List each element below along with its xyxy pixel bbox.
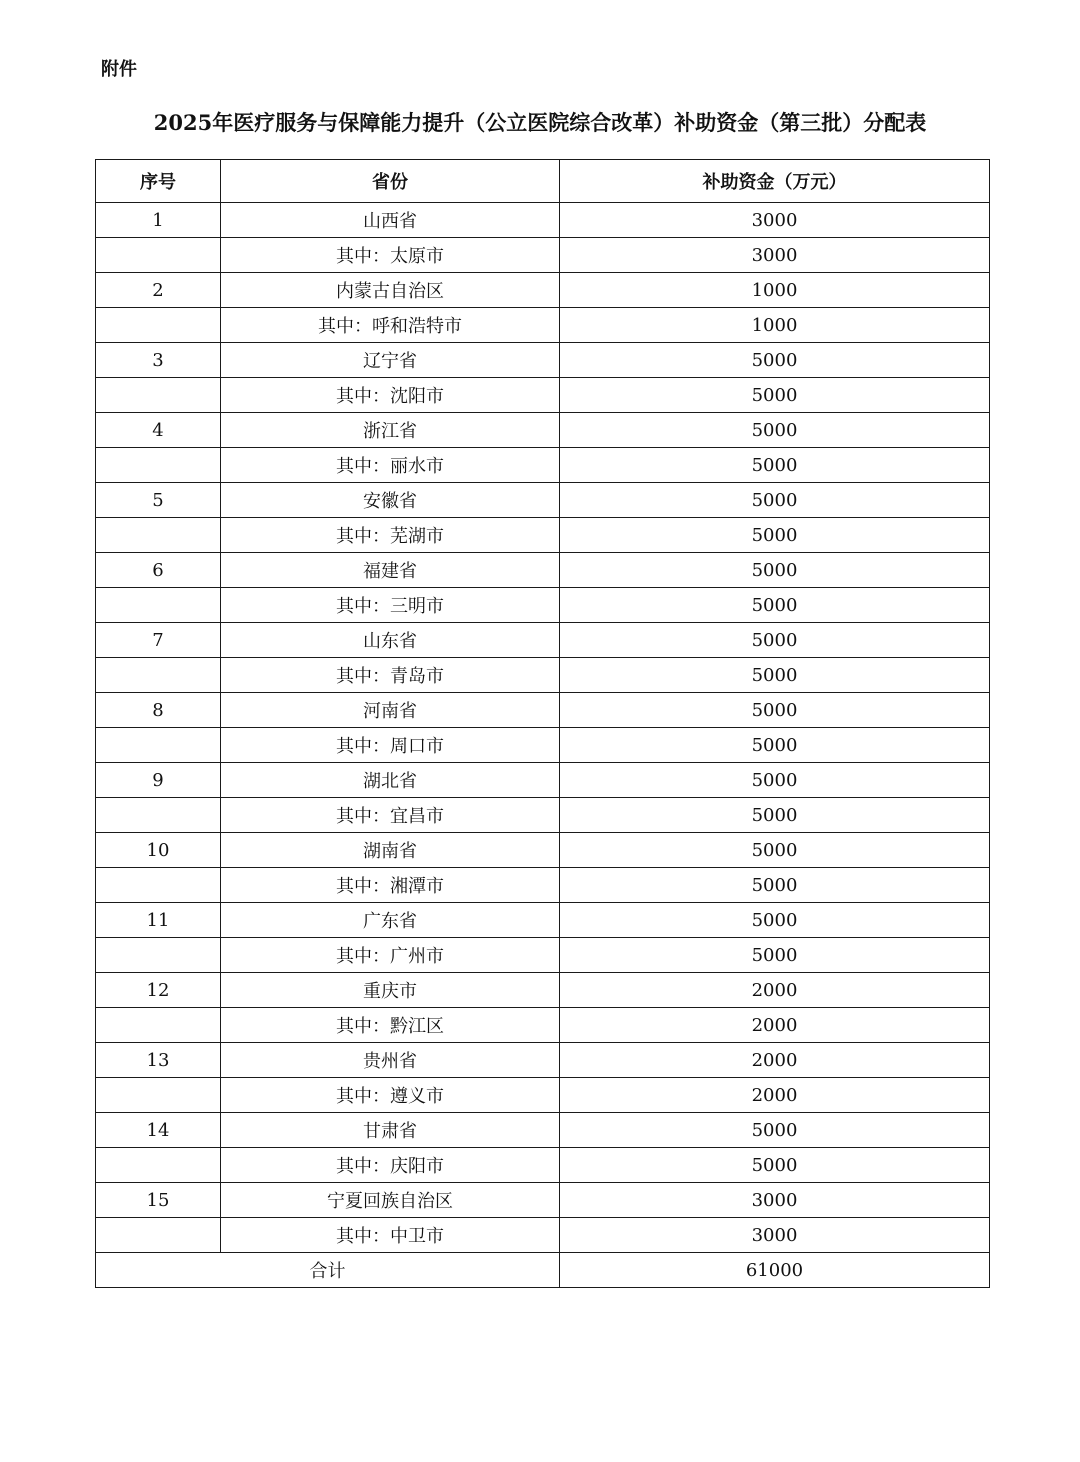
cell-serial-number [96,308,221,343]
cell-amount: 5000 [560,798,990,833]
cell-amount: 2000 [560,1008,990,1043]
cell-amount: 5000 [560,763,990,798]
cell-serial-number: 8 [96,693,221,728]
cell-serial-number: 10 [96,833,221,868]
cell-serial-number [96,658,221,693]
cell-amount: 5000 [560,903,990,938]
cell-region: 河南省 [221,693,560,728]
table-row [96,1008,990,1043]
table-row [96,728,990,763]
total-amount: 61000 [560,1253,990,1288]
table-row [96,238,990,273]
cell-region: 浙江省 [221,413,560,448]
cell-region: 山西省 [221,203,560,238]
header-row [96,160,990,203]
cell-region: 山东省 [221,623,560,658]
cell-serial-number: 9 [96,763,221,798]
cell-region: 贵州省 [221,1043,560,1078]
cell-amount: 3000 [560,1218,990,1253]
table-row [96,868,990,903]
table-row [96,1113,990,1148]
table-row [96,588,990,623]
cell-amount: 1000 [560,308,990,343]
cell-region: 其中：沈阳市 [221,378,560,413]
header-subsidy-amount: 补助资金（万元） [560,160,990,203]
cell-serial-number: 15 [96,1183,221,1218]
cell-serial-number: 5 [96,483,221,518]
cell-amount: 3000 [560,203,990,238]
cell-region: 其中：遵义市 [221,1078,560,1113]
cell-amount: 5000 [560,938,990,973]
cell-serial-number [96,448,221,483]
cell-serial-number [96,798,221,833]
table-row [96,378,990,413]
cell-serial-number [96,588,221,623]
cell-serial-number: 11 [96,903,221,938]
cell-region: 其中：三明市 [221,588,560,623]
table-row [96,903,990,938]
table-row [96,1148,990,1183]
cell-region: 其中：丽水市 [221,448,560,483]
cell-amount: 5000 [560,483,990,518]
cell-serial-number [96,1078,221,1113]
cell-amount: 1000 [560,273,990,308]
cell-amount: 5000 [560,658,990,693]
table-row [96,623,990,658]
cell-serial-number: 2 [96,273,221,308]
cell-serial-number [96,728,221,763]
cell-region: 湖北省 [221,763,560,798]
cell-region: 其中：太原市 [221,238,560,273]
table-header [96,160,990,203]
attachment-label: 附件 [101,59,137,80]
table-row [96,658,990,693]
table-row [96,203,990,238]
cell-amount: 5000 [560,378,990,413]
table-row [96,1183,990,1218]
table-row [96,763,990,798]
cell-region: 其中：青岛市 [221,658,560,693]
cell-region: 重庆市 [221,973,560,1008]
cell-serial-number: 13 [96,1043,221,1078]
cell-region: 内蒙古自治区 [221,273,560,308]
cell-serial-number: 6 [96,553,221,588]
cell-region: 其中：周口市 [221,728,560,763]
cell-amount: 5000 [560,343,990,378]
table-row [96,798,990,833]
cell-amount: 5000 [560,413,990,448]
cell-amount: 5000 [560,693,990,728]
cell-region: 其中：广州市 [221,938,560,973]
cell-serial-number: 7 [96,623,221,658]
cell-region: 其中：湘潭市 [221,868,560,903]
table-row [96,1043,990,1078]
table-row [96,693,990,728]
cell-amount: 2000 [560,973,990,1008]
cell-region: 辽宁省 [221,343,560,378]
cell-amount: 3000 [560,1183,990,1218]
cell-amount: 5000 [560,868,990,903]
cell-serial-number: 4 [96,413,221,448]
cell-region: 福建省 [221,553,560,588]
cell-serial-number [96,1218,221,1253]
table-row [96,1078,990,1113]
table-row [96,1218,990,1253]
cell-region: 其中：黔江区 [221,1008,560,1043]
cell-amount: 5000 [560,588,990,623]
page-title: 2025年医疗服务与保障能力提升（公立医院综合改革）补助资金（第三批）分配表 [153,110,927,135]
table-row [96,973,990,1008]
cell-serial-number: 14 [96,1113,221,1148]
table-row [96,483,990,518]
cell-amount: 5000 [560,553,990,588]
table-row [96,308,990,343]
cell-amount: 5000 [560,1113,990,1148]
cell-serial-number: 12 [96,973,221,1008]
cell-amount: 2000 [560,1043,990,1078]
cell-serial-number [96,1008,221,1043]
table-body [96,203,990,1288]
cell-serial-number [96,938,221,973]
header-serial-number: 序号 [96,160,221,203]
cell-region: 宁夏回族自治区 [221,1183,560,1218]
cell-region: 甘肃省 [221,1113,560,1148]
cell-amount: 5000 [560,728,990,763]
cell-amount: 5000 [560,518,990,553]
cell-region: 广东省 [221,903,560,938]
cell-serial-number [96,1148,221,1183]
cell-serial-number [96,868,221,903]
table-row [96,273,990,308]
total-row [96,1253,990,1288]
cell-region: 其中：宜昌市 [221,798,560,833]
cell-amount: 3000 [560,238,990,273]
header-province: 省份 [221,160,560,203]
cell-serial-number [96,378,221,413]
cell-amount: 2000 [560,1078,990,1113]
table-row [96,413,990,448]
table-row [96,518,990,553]
cell-amount: 5000 [560,833,990,868]
table-row [96,553,990,588]
cell-amount: 5000 [560,623,990,658]
cell-amount: 5000 [560,448,990,483]
cell-region: 其中：中卫市 [221,1218,560,1253]
cell-region: 其中：芜湖市 [221,518,560,553]
cell-serial-number [96,518,221,553]
allocation-table [95,159,990,1288]
table-row [96,448,990,483]
table-row [96,938,990,973]
total-label: 合计 [96,1253,560,1288]
cell-region: 安徽省 [221,483,560,518]
cell-region: 其中：庆阳市 [221,1148,560,1183]
cell-amount: 5000 [560,1148,990,1183]
cell-serial-number [96,238,221,273]
table-row [96,833,990,868]
cell-serial-number: 1 [96,203,221,238]
cell-region: 湖南省 [221,833,560,868]
cell-serial-number: 3 [96,343,221,378]
table-row [96,343,990,378]
cell-region: 其中：呼和浩特市 [221,308,560,343]
